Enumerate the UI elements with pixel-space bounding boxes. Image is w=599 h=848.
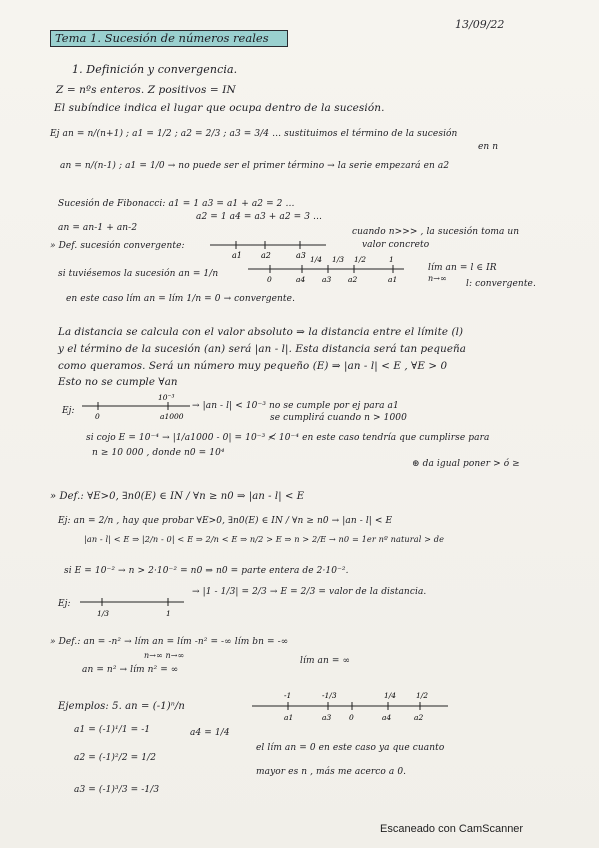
tick-label: a1 xyxy=(232,251,242,260)
note-line: n ≥ 10 000 , donde n0 = 10⁴ xyxy=(92,448,225,458)
note-line: lím an = ∞ xyxy=(300,656,351,666)
note-line: n→∞ xyxy=(428,274,447,283)
tick-label: 1/2 xyxy=(416,691,429,700)
note-line: Esto no se cumple ∀an xyxy=(58,376,178,388)
page-title-highlight xyxy=(50,30,288,47)
note-line: Z = nºs enteros. Z positivos = IN xyxy=(56,84,236,96)
note-line: a2 = 1 a4 = a3 + a2 = 3 … xyxy=(196,212,323,222)
page-date: 13/09/22 xyxy=(455,18,505,31)
number-line-2 xyxy=(248,253,408,287)
note-line: Ej: xyxy=(58,599,71,609)
note-line: si cojo E = 10⁻⁴ → |1/a1000 - 0| = 10⁻³ ≮ 10⁻⁴ en este caso tendría que cumplirse para xyxy=(86,433,490,443)
note-line: en n xyxy=(478,142,499,152)
note-line: valor concreto xyxy=(362,240,430,250)
tick-label: a4 xyxy=(296,275,306,284)
tick-label: a3 xyxy=(322,713,332,722)
note-line: a1 = (-1)¹/1 = -1 xyxy=(74,725,151,735)
page-title: Tema 1. Sucesión de números reales xyxy=(55,31,269,45)
tick-label: 0 xyxy=(267,275,272,284)
number-line-3 xyxy=(82,392,192,422)
tick-label: a2 xyxy=(348,275,358,284)
note-line: Ej: an = 2/n , hay que probar ∀E>0, ∃n0(E) ∈ IN / ∀n ≥ n0 → |an - l| < E xyxy=(58,516,393,526)
tick-label: a2 xyxy=(414,713,424,722)
note-line: Ej an = n/(n+1) ; a1 = 1/2 ; a2 = 2/3 ; a3 = 3/4 … sustituimos el término de la sucesión xyxy=(50,129,458,139)
note-line: lím an = l ∈ IR xyxy=(428,263,497,273)
note-line: Ej: xyxy=(62,406,75,416)
note-line: → |an - l| < 10⁻³ no se cumple por ej para a1 xyxy=(192,401,399,411)
note-line: mayor es n , más me acerco a 0. xyxy=(256,767,407,777)
tick-label: 1 xyxy=(389,255,394,264)
note-line: a4 = 1/4 xyxy=(190,728,230,738)
note-line: el lím an = 0 en este caso ya que cuanto xyxy=(256,743,445,753)
note-line: an = n² → lím n² = ∞ xyxy=(82,665,179,675)
note-line: |an - l| < E ⇒ |2/n - 0| < E ⇒ 2/n < E ⇒ n/2 > E ⇒ n > 2/E → n0 = 1er nº natural > de xyxy=(84,534,445,544)
tick-label: a4 xyxy=(382,713,392,722)
note-line: cuando n>>> , la sucesión toma un xyxy=(352,227,520,237)
tick-label: a1 xyxy=(388,275,398,284)
note-line: como queramos. Será un número muy pequeño (E) ⇒ |an - l| < E , ∀E > 0 xyxy=(58,360,448,372)
note-line: en este caso lím an = lím 1/n = 0 → convergente. xyxy=(66,294,296,304)
number-line-5 xyxy=(252,690,452,724)
tick-label: 0 xyxy=(95,412,100,421)
note-line: → |1 - 1/3| = 2/3 → E = 2/3 = valor de la distancia. xyxy=(192,587,427,597)
tick-label: 10⁻³ xyxy=(158,393,175,402)
tick-label: a1000 xyxy=(160,412,184,421)
definition-heading: » Def.: ∀E>0, ∃n0(E) ∈ IN / ∀n ≥ n0 ⇒ |an - l| < E xyxy=(50,491,305,502)
tick-label: 1/3 xyxy=(332,255,345,264)
definition-heading: » Def.: an = -n² → lím an = lím -n² = -∞ lím bn = -∞ xyxy=(50,637,289,647)
tick-label: -1/3 xyxy=(322,691,337,700)
tick-label: a3 xyxy=(322,275,332,284)
note-line: se cumplirá cuando n > 1000 xyxy=(270,413,407,423)
note-line: y el término de la sucesión (an) será |an - l|. Esta distancia será tan pequeña xyxy=(58,343,467,355)
note-line: an = n/(n-1) ; a1 = 1/0 → no puede ser el primer término → la serie empezará en a2 xyxy=(60,161,450,171)
note-line: n→∞ n→∞ xyxy=(144,651,185,660)
note-line: l: convergente. xyxy=(466,279,536,289)
note-line: an = an-1 + an-2 xyxy=(58,223,138,233)
note-line: si tuviésemos la sucesión an = 1/n xyxy=(58,269,219,279)
note-line: ⊛ da igual poner > ó ≥ xyxy=(412,459,520,469)
tick-label: 0 xyxy=(349,713,354,722)
definition-heading: » Def. sucesión convergente: xyxy=(50,241,185,251)
tick-label: a2 xyxy=(261,251,271,260)
note-line: a3 = (-1)³/3 = -1/3 xyxy=(74,785,160,795)
note-line: El subíndice indica el lugar que ocupa dentro de la sucesión. xyxy=(54,102,385,114)
scanner-footer: Escaneado con CamScanner xyxy=(380,823,524,835)
tick-label: a3 xyxy=(296,251,306,260)
tick-label: 1/4 xyxy=(310,255,323,264)
tick-label: 1/4 xyxy=(384,691,397,700)
tick-label: -1 xyxy=(284,691,292,700)
number-line-4 xyxy=(80,590,190,620)
tick-label: a1 xyxy=(284,713,294,722)
tick-label: 1 xyxy=(166,609,171,618)
note-line: si E = 10⁻² → n > 2·10⁻² = n0 ⇒ n0 = parte entera de 2·10⁻². xyxy=(64,566,349,576)
tick-label: 1/2 xyxy=(354,255,367,264)
note-line: a2 = (-1)²/2 = 1/2 xyxy=(74,753,157,763)
section-heading: 1. Definición y convergencia. xyxy=(72,63,238,76)
tick-label: 1/3 xyxy=(97,609,110,618)
note-line: La distancia se calcula con el valor absoluto ⇒ la distancia entre el límite (l) xyxy=(58,326,464,338)
note-line: Sucesión de Fibonacci: a1 = 1 a3 = a1 + a2 = 2 … xyxy=(58,199,295,209)
examples-heading: Ejemplos: 5. an = (-1)ⁿ/n xyxy=(58,701,185,712)
